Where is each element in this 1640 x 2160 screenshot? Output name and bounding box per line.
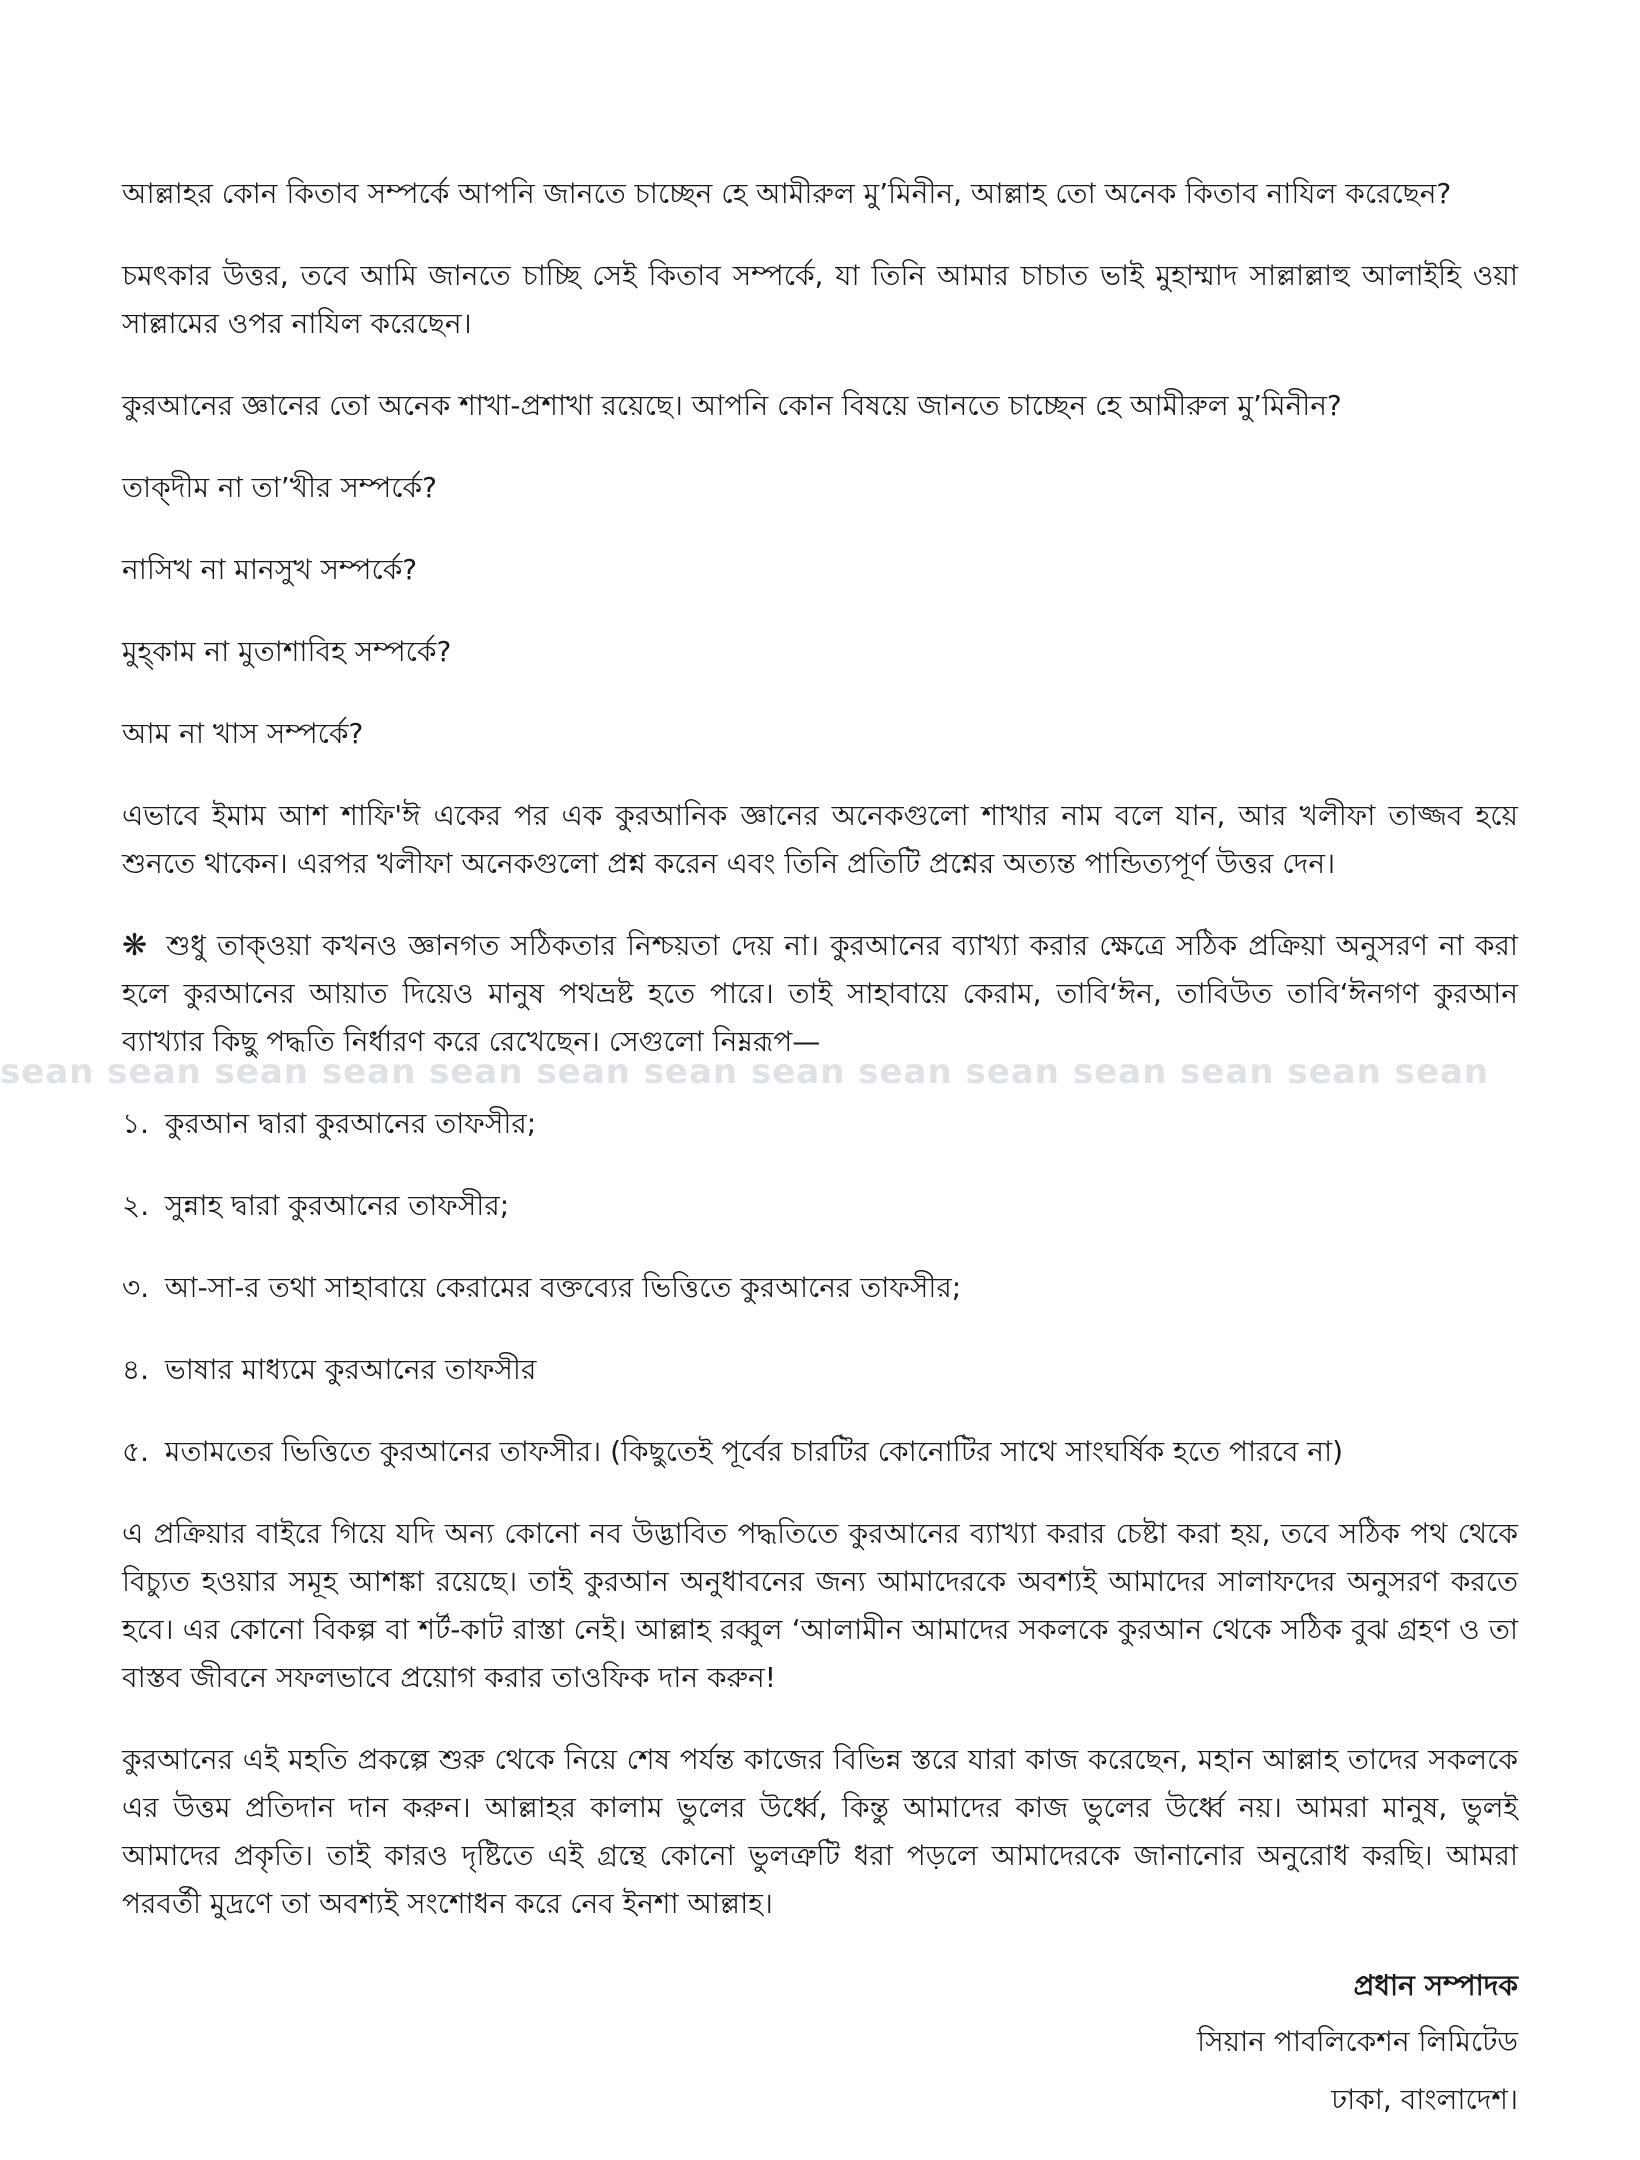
list-number: ১. (122, 1107, 150, 1140)
list-item (122, 1264, 1518, 1312)
list-number: ৩. (122, 1271, 150, 1304)
note-text: শুধু তাক্ওয়া কখনও জ্ঞানগত সঠিকতার নিশ্চয়তা দেয় না। কুরআনের ব্যাখ্যা করার ক্ষেত্রে সঠিক প্রক্রিয়া অনুসরণ না করা হলে কুরআনের আয়াত দিয়েও মানুষ পথভ্রষ্ট হতে পারে। তাই সাহাবায়ে কেরাম, তাবি‘ঈন, তাবিউত তাবি‘ঈনগণ কুরআন ব্যাখ্যার কিছু পদ্ধতি নির্ধারণ করে রেখেছেন। সেগুলো নিম্নরূপ— (122, 929, 1518, 1058)
paragraph-5: নাসিখ না মানসুখ সম্পর্কে? (122, 553, 418, 586)
asterisk-icon: ❋ (122, 928, 148, 963)
signature-block (122, 1962, 1518, 2124)
closing-paragraph-1: এ প্রক্রিয়ার বাইরে গিয়ে যদি অন্য কোনো নব উদ্ভাবিত পদ্ধতিতে কুরআনের ব্যাখ্যা করার চেষ্টা করা হয়, তবে সঠিক পথ থেকে বিচ্যুত হওয়ার সমূহ আশঙ্কা রয়েছে। তাই কুরআন অনুধাবনের জন্য আমাদেরকে অবশ্যই আমাদের সালাফদের অনুসরণ করতে হবে। এর কোনো বিকল্প বা শর্ট-কাট রাস্তা নেই। আল্লাহ রব্বুল ‘আলামীন আমাদের সকলকে কুরআন থেকে সঠিক বুঝ গ্রহণ ও তা বাস্তব জীবনে সফলভাবে প্রয়োগ করার তাওফিক দান করুন! (122, 1517, 1518, 1694)
note-paragraph (122, 922, 1518, 1066)
list-text: কুরআন দ্বারা কুরআনের তাফসীর; (164, 1107, 537, 1140)
list-text: সুন্নাহ দ্বারা কুরআনের তাফসীর; (164, 1189, 510, 1222)
paragraph-4: তাক্দীম না তা’খীর সম্পর্কে? (122, 471, 437, 504)
closing-paragraph-2: কুরআনের এই মহতি প্রকল্পে শুরু থেকে নিয়ে শেষ পর্যন্ত কাজের বিভিন্ন স্তরে যারা কাজ করেছেন, মহান আল্লাহ তাদের সকলকে এর উত্তম প্রতিদান দান করুন। আল্লাহর কালাম ভুলের উর্ধ্বে, কিন্তু আমাদের কাজ ভুলের উর্ধ্বে নয়। আমরা মানুষ, ভুলই আমাদের প্রকৃতি। তাই কারও দৃষ্টিতে এই গ্রন্থে কোনো ভুলত্রুটি ধরা পড়লে আমাদেরকে জানানোর অনুরোধ করছি। আমরা পরবর্তী মুদ্রণে তা অবশ্যই সংশোধন করে নেব ইনশা আল্লাহ। (122, 1743, 1518, 1920)
list-item (122, 1182, 1518, 1230)
list-text: ভাষার মাধ্যমে কুরআনের তাফসীর (164, 1353, 537, 1386)
signature-location: ঢাকা, বাংলাদেশ। (1331, 2083, 1518, 2116)
list-item (122, 1100, 1518, 1148)
paragraph-6: মুহ্কাম না মুতাশাবিহ সম্পর্কে? (122, 635, 452, 668)
signature-organization: সিয়ান পাবলিকেশন লিমিটেড (1197, 2025, 1518, 2058)
paragraph-3: কুরআনের জ্ঞানের তো অনেক শাখা-প্রশাখা রয়েছে। আপনি কোন বিষয়ে জানতে চাচ্ছেন হে আমীরুল মু’মিনীন? (122, 389, 1342, 422)
paragraph-2: চমৎকার উত্তর, তবে আমি জানতে চাচ্ছি সেই কিতাব সম্পর্কে, যা তিনি আমার চাচাত ভাই মুহাম্মাদ সাল্লাল্লাহু আলাইহি ওয়া সাল্লামের ওপর নাযিল করেছেন। (122, 259, 1518, 340)
list-number: ২. (122, 1189, 150, 1222)
list-text: আ-সা-র তথা সাহাবায়ে কেরামের বক্তব্যের ভিত্তিতে কুরআনের তাফসীর; (164, 1271, 962, 1304)
document-page (122, 170, 1518, 2134)
list-number: ৪. (122, 1353, 150, 1386)
list-number: ৫. (122, 1435, 150, 1468)
paragraph-7: আম না খাস সম্পর্কে? (122, 717, 364, 750)
watermark: sean sean sean sean sean sean sean sean sean sean sean sean sean sean (0, 1052, 1490, 1092)
paragraph-8: এভাবে ইমাম আশ শাফি'ঈ একের পর এক কুরআনিক জ্ঞানের অনেকগুলো শাখার নাম বলে যান, আর খলীফা তাজ্জব হয়ে শুনতে থাকেন। এরপর খলীফা অনেকগুলো প্রশ্ন করেন এবং তিনি প্রতিটি প্রশ্নের অত্যন্ত পান্ডিত্যপূর্ণ উত্তর দেন। (122, 799, 1518, 880)
list-item (122, 1428, 1518, 1476)
signature-role: প্রধান সম্পাদক (1353, 1969, 1518, 2002)
list-item (122, 1346, 1518, 1394)
paragraph-1: আল্লাহর কোন কিতাব সম্পর্কে আপনি জানতে চাচ্ছেন হে আমীরুল মু’মিনীন, আল্লাহ তো অনেক কিতাব নাযিল করেছেন? (122, 177, 1452, 210)
list-text: মতামতের ভিত্তিতে কুরআনের তাফসীর। (কিছুতেই পূর্বের চারটির কোনোটির সাথে সাংঘর্ষিক হতে পারবে না) (164, 1435, 1344, 1468)
